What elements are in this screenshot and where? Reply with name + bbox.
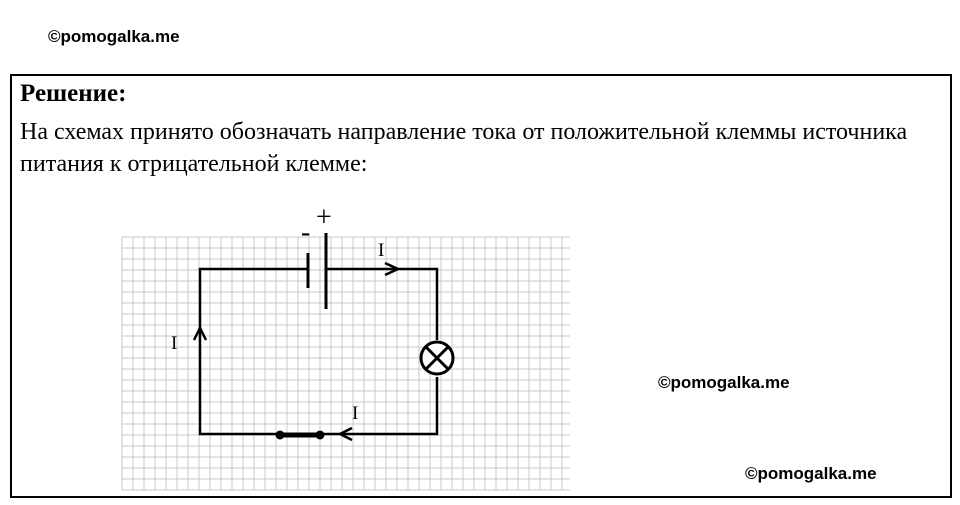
battery-plus-label: + (316, 202, 332, 233)
current-label-bottom: I (352, 403, 359, 424)
current-label-left: I (171, 333, 178, 354)
watermark-bottom: ©pomogalka.me (745, 464, 877, 483)
wire-top-right (327, 269, 437, 340)
switch-symbol (276, 431, 324, 439)
switch-contact-left (276, 431, 284, 439)
current-label-top: I (378, 240, 385, 261)
battery-symbol (308, 233, 326, 309)
solution-text: На схемах принято обозначать направление тока от положительной клеммы источника питания к отрицательной клемме: (20, 119, 908, 177)
watermark-top: ©pomogalka.me (48, 27, 180, 46)
lamp-symbol (421, 342, 453, 374)
watermark-middle: ©pomogalka.me (658, 373, 790, 392)
switch-contact-right (316, 431, 324, 439)
solution-heading: Решение: (20, 80, 127, 107)
circuit-wires (200, 269, 437, 434)
battery-minus-label: - (301, 217, 311, 248)
graph-paper-grid (122, 237, 570, 490)
